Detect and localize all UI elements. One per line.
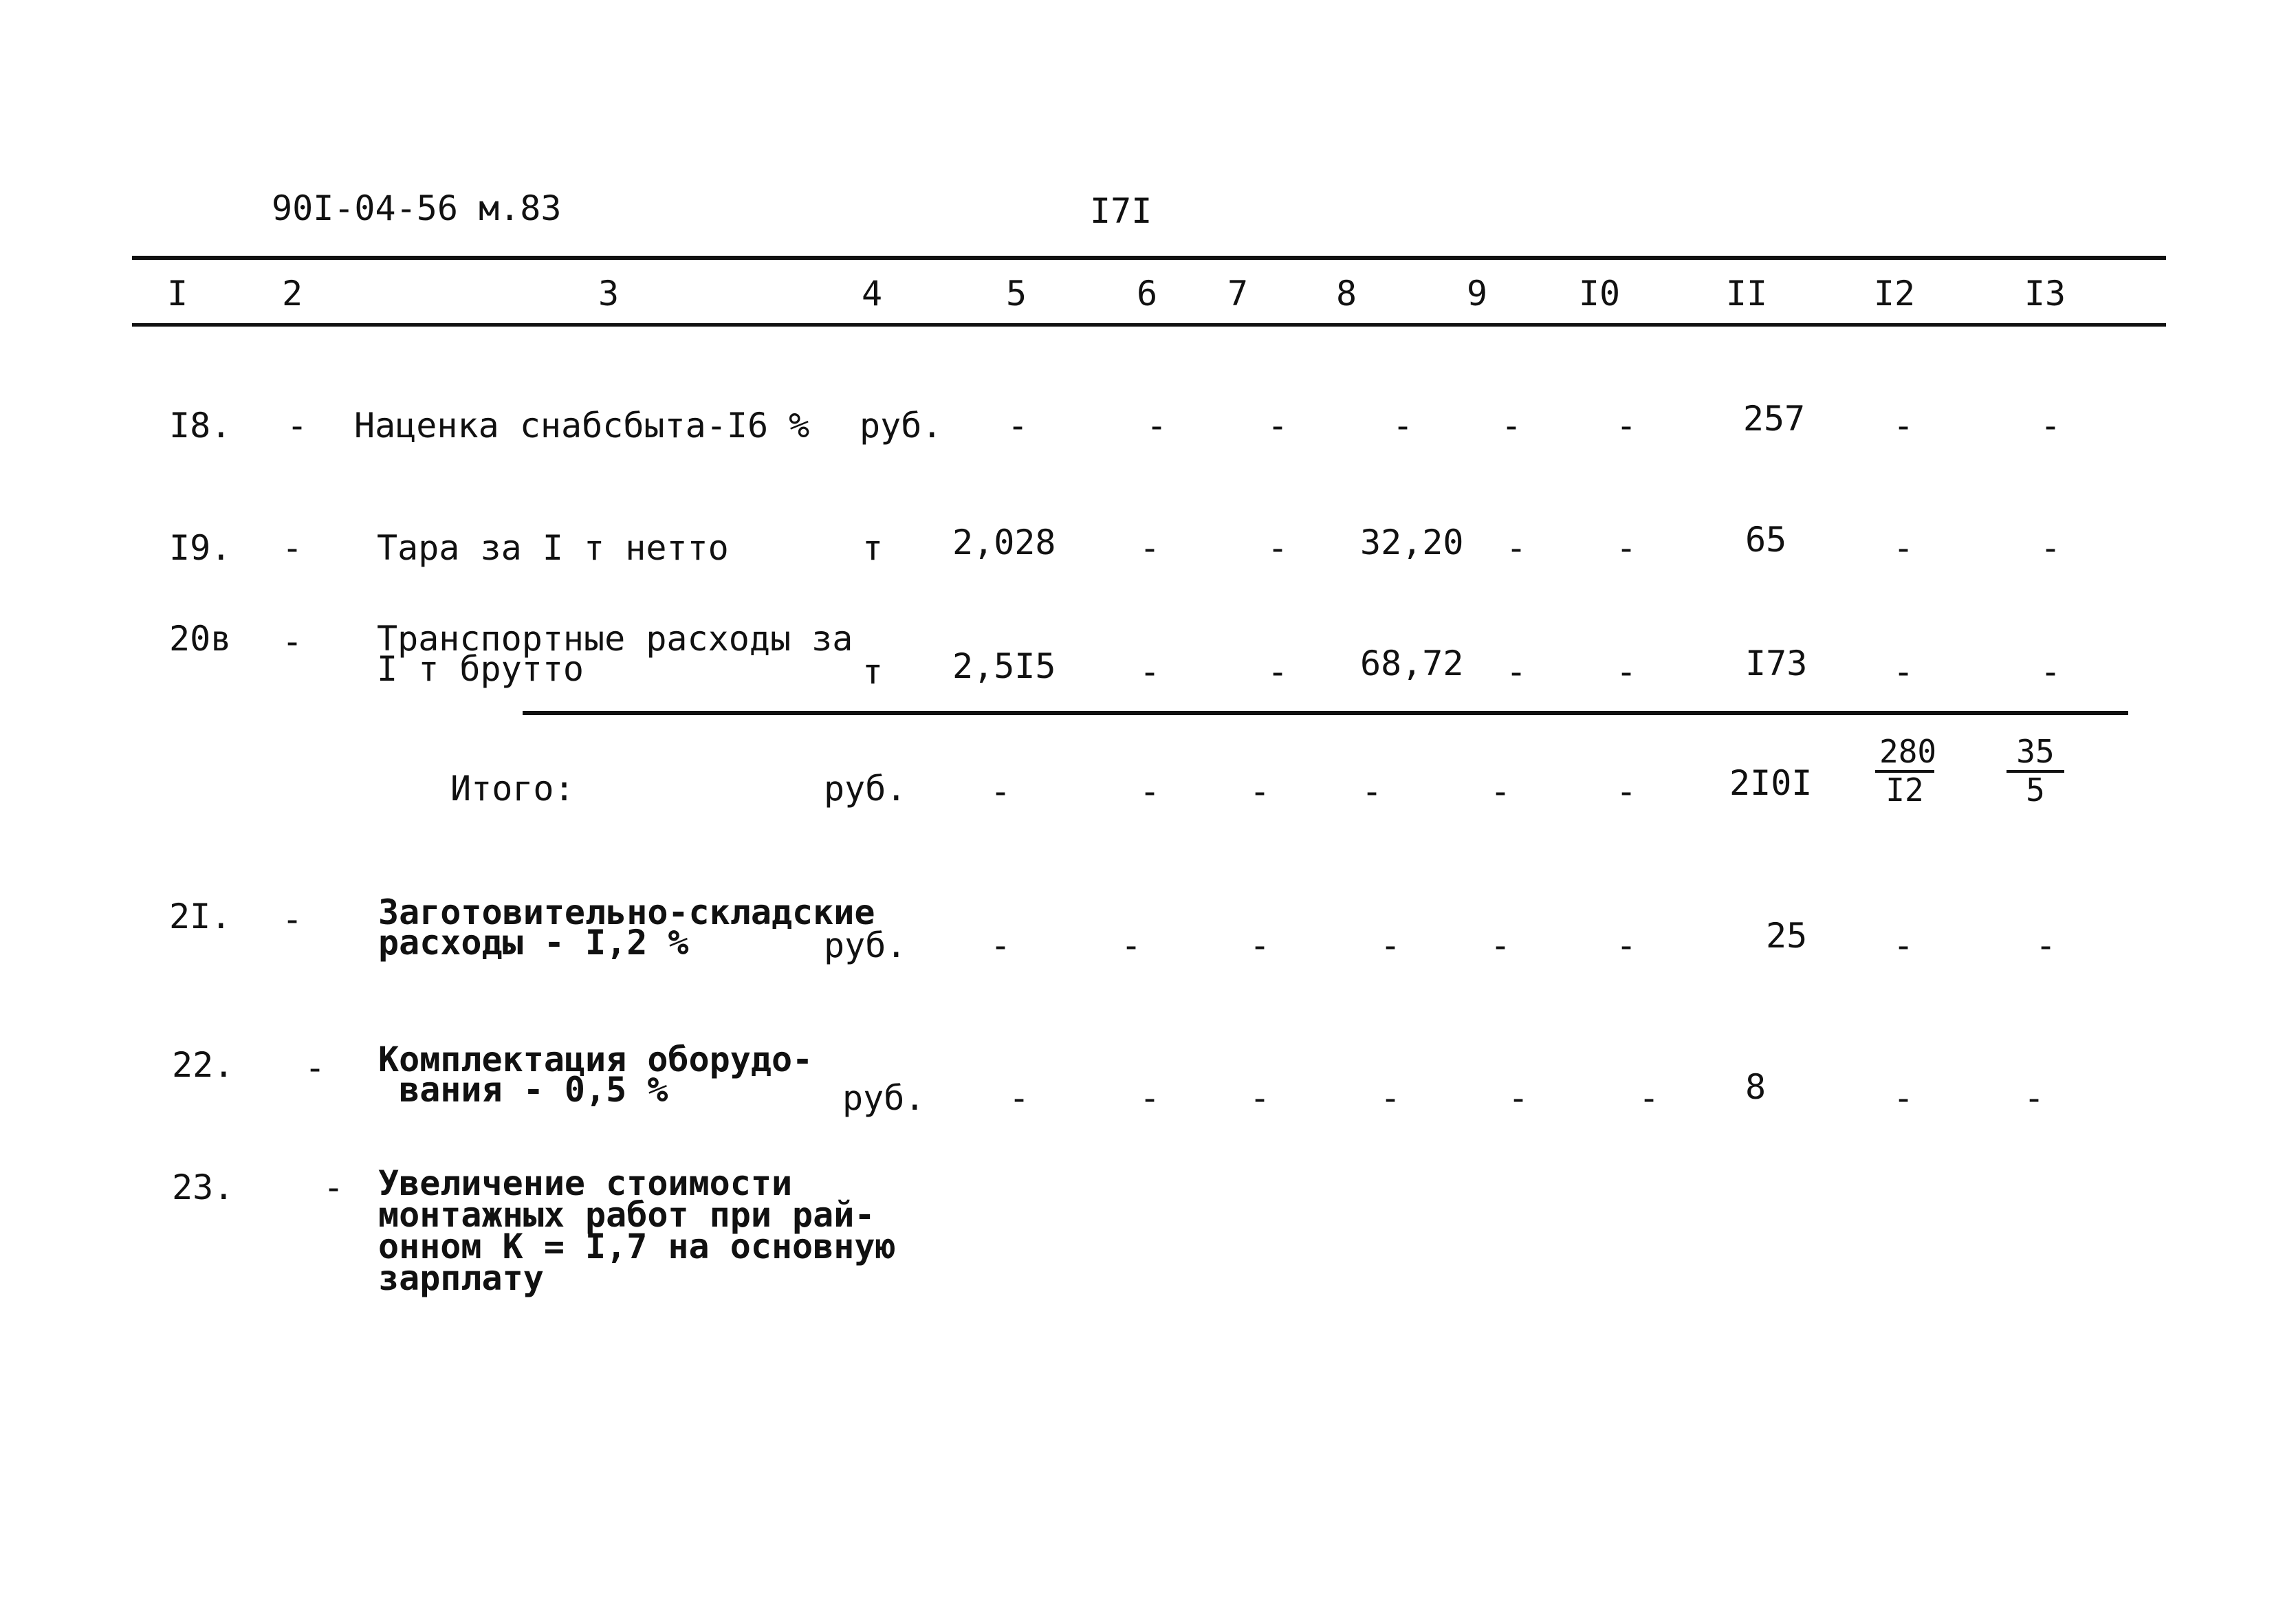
cell-col-8: - [1392, 406, 1414, 446]
cell-col-5: 2,5I5 [952, 646, 1056, 686]
cell-col-12: - [1892, 925, 1914, 965]
cell-col-9: - [1507, 1078, 1529, 1118]
row-description-line-1: Заготовительно-складские [378, 892, 875, 932]
row-description-line-2: монтажных работ при рай- [378, 1195, 875, 1235]
total-col-12-fraction [1875, 733, 1937, 809]
cell-col-13: - [2040, 406, 2062, 446]
col-header-6: 6 [1136, 274, 1158, 314]
cell-col-2: - [286, 406, 308, 446]
row-description-line-4: зарплату [378, 1258, 544, 1298]
total-col-13-fraction [2007, 733, 2064, 809]
col-header-13: I3 [2024, 274, 2066, 314]
subtotal-rule [523, 711, 2128, 715]
row-description-line-2: вания - 0,5 % [378, 1070, 668, 1110]
cell-col-7: - [1267, 406, 1289, 446]
cell-col-11: 25 [1766, 916, 1808, 956]
row-description-line-2: расходы - I,2 % [378, 923, 689, 963]
fraction-denominator: I2 [1885, 771, 1924, 809]
cell-col-7: - [1249, 1078, 1271, 1118]
row-number: 20в [169, 619, 232, 659]
cell-col-2: - [281, 899, 303, 939]
cell-col-5: 2,028 [952, 523, 1056, 562]
cell-col-13: - [2035, 925, 2057, 965]
cell-col-12: - [1892, 1078, 1914, 1118]
row-unit: т [862, 652, 884, 692]
row-description-line-3: онном К = I,7 на основную [378, 1227, 896, 1266]
row-unit: т [862, 528, 884, 568]
cell-col-10: - [1615, 528, 1637, 568]
cell-col-9: - [1505, 652, 1527, 692]
cell-col-6: - [1139, 771, 1161, 811]
cell-col-11: I73 [1745, 644, 1808, 683]
row-unit: руб. [824, 925, 907, 965]
col-header-12: I2 [1873, 274, 1916, 314]
cell-col-9: - [1500, 406, 1522, 446]
total-col-11: 2I0I [1729, 763, 1813, 803]
cell-col-10: - [1615, 925, 1637, 965]
row-unit: руб. [824, 769, 907, 809]
cell-col-5: - [990, 925, 1012, 965]
col-header-9: 9 [1466, 274, 1488, 314]
doc-code: 90I-04-56 м.83 [272, 188, 562, 228]
cell-col-10: - [1615, 771, 1637, 811]
row-number: 23. [172, 1167, 234, 1207]
cell-col-13: - [2040, 652, 2062, 692]
row-description: Наценка снабсбыта-I6 % [354, 406, 810, 446]
fraction-numerator: 35 [2007, 736, 2064, 773]
row-description-line-1: Транспортные расходы за [377, 619, 853, 659]
cell-col-11: 65 [1745, 520, 1787, 560]
cell-col-6: - [1139, 528, 1161, 568]
cell-col-2: - [322, 1167, 345, 1207]
cell-col-5: - [1008, 1078, 1030, 1118]
cell-col-9: - [1489, 925, 1511, 965]
cell-col-8: - [1361, 771, 1383, 811]
fraction-denominator: 5 [2026, 771, 2045, 809]
col-header-5: 5 [1005, 274, 1027, 314]
cell-col-6: - [1146, 406, 1168, 446]
cell-col-12: - [1892, 652, 1914, 692]
header-bottom-rule [132, 323, 2166, 327]
row-unit: руб. [842, 1078, 926, 1118]
total-label: Итого: [450, 769, 575, 809]
cell-col-6: - [1120, 925, 1142, 965]
row-description: Тара за I т нетто [377, 528, 729, 568]
cell-col-10: - [1615, 406, 1637, 446]
row-number: 22. [172, 1045, 234, 1085]
cell-col-2: - [281, 622, 303, 661]
cell-col-12: - [1892, 528, 1914, 568]
cell-col-8: - [1379, 1078, 1401, 1118]
col-header-11: II [1725, 274, 1768, 314]
cell-col-12: - [1892, 406, 1914, 446]
cell-col-7: - [1267, 652, 1289, 692]
cell-col-13: - [2040, 528, 2062, 568]
col-header-8: 8 [1335, 274, 1357, 314]
cell-col-10: - [1638, 1078, 1660, 1118]
col-header-7: 7 [1227, 274, 1249, 314]
page-number: I7I [1090, 191, 1152, 231]
row-number: I9. [169, 528, 232, 568]
cell-col-10: - [1615, 652, 1637, 692]
fraction-numerator: 280 [1875, 736, 1934, 773]
row-number: I8. [169, 406, 232, 446]
col-header-1: I [166, 274, 188, 314]
cell-col-11: 257 [1742, 399, 1806, 439]
cell-col-6: - [1139, 652, 1161, 692]
cell-col-8: - [1379, 925, 1401, 965]
cell-col-5: - [990, 771, 1012, 811]
row-description-line-1: Комплектация оборудо- [378, 1040, 813, 1079]
cell-col-8: 68,72 [1360, 644, 1464, 683]
cell-col-9: - [1505, 528, 1527, 568]
row-description-line-2: I т брутто [377, 649, 584, 689]
cell-col-7: - [1249, 771, 1271, 811]
col-header-3: 3 [598, 274, 620, 314]
col-header-4: 4 [861, 274, 883, 314]
row-unit: руб. [860, 406, 943, 446]
col-header-2: 2 [281, 274, 303, 314]
col-header-10: I0 [1578, 274, 1621, 314]
row-number: 2I. [169, 897, 232, 936]
cell-col-13: - [2023, 1078, 2045, 1118]
cell-col-7: - [1267, 528, 1289, 568]
cell-col-8: 32,20 [1360, 523, 1464, 562]
cell-col-9: - [1489, 771, 1511, 811]
cell-col-2: - [281, 528, 303, 568]
row-description-line-1: Увеличение стоимости [378, 1163, 793, 1203]
cell-col-5: - [1007, 406, 1029, 446]
header-top-rule [132, 256, 2166, 260]
cell-col-6: - [1139, 1078, 1161, 1118]
cell-col-11: 8 [1745, 1067, 1767, 1107]
cell-col-2: - [304, 1048, 326, 1088]
cell-col-7: - [1249, 925, 1271, 965]
